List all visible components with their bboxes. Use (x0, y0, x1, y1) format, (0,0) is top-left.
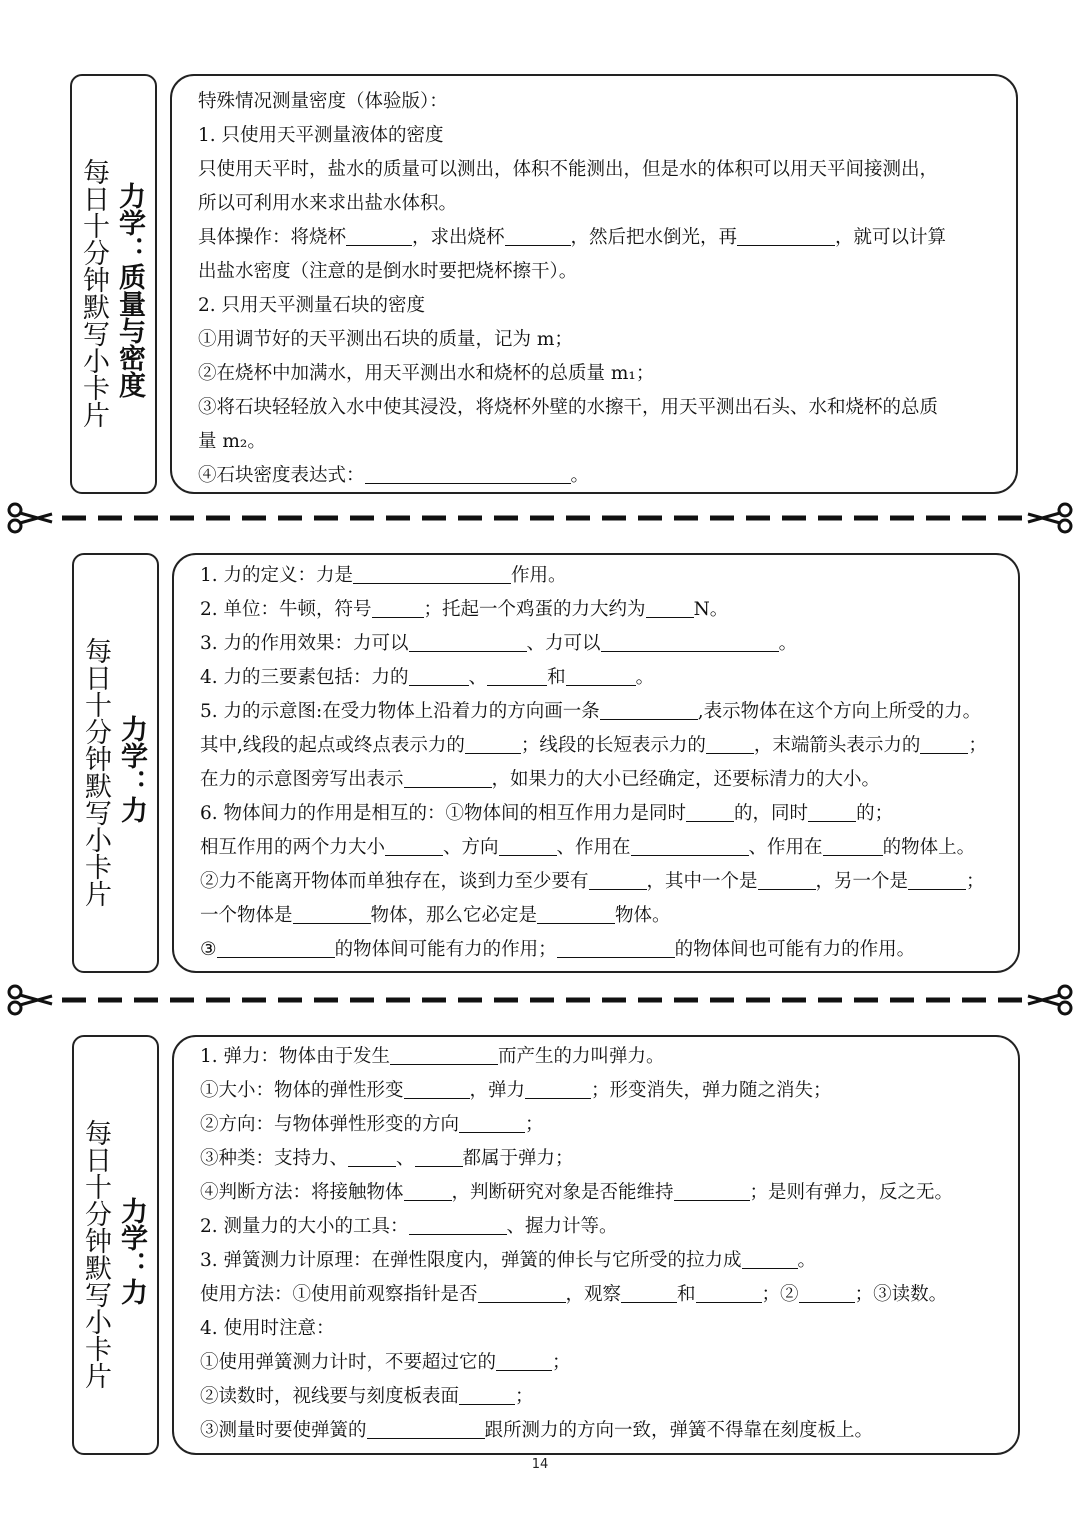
card-line-text: 、作用在 (556, 837, 631, 858)
fill-in-blank[interactable] (601, 629, 779, 652)
card-line-text: ③种类：支持力、 (200, 1148, 349, 1169)
fill-in-blank[interactable] (920, 731, 968, 754)
card-line-text: 和 (547, 667, 566, 688)
fill-in-blank[interactable] (537, 901, 615, 924)
fill-in-blank[interactable] (409, 629, 527, 652)
fill-in-blank[interactable] (409, 1212, 507, 1235)
card-content-box (170, 74, 1018, 494)
card-line-text: 5. 力的示意图:在受力物体上沿着力的方向画一条 (200, 701, 600, 722)
card-line (200, 1380, 1000, 1414)
card-line (200, 1142, 1000, 1176)
card-line-text: ； (552, 1352, 571, 1373)
card-line-text: ；形变消失，弹力随之消失； (591, 1080, 832, 1101)
fill-in-blank[interactable] (293, 901, 371, 924)
fill-in-blank[interactable] (621, 1280, 677, 1303)
card-content-box (172, 1035, 1020, 1455)
card-line-text: 的物体间也可能有力的作用。 (674, 939, 916, 960)
fill-in-blank[interactable] (404, 1076, 470, 1099)
card-line (198, 459, 998, 493)
card-line-text: ；线段的长短表示力的 (520, 735, 706, 756)
card-line (200, 865, 1000, 899)
card-line-text: ，弹力 (469, 1080, 526, 1101)
card-line-text: 。 (778, 633, 798, 654)
card-line-text: ； (515, 1386, 534, 1407)
card-line-text: ，其中一个是 (646, 871, 758, 892)
fill-in-blank[interactable] (409, 663, 469, 686)
card-line (200, 1210, 1000, 1244)
card-line-text: ③ (200, 939, 217, 960)
fill-in-blank[interactable] (346, 223, 412, 246)
fill-in-blank[interactable] (367, 1416, 485, 1439)
card-line: 只使用天平时，盐水的质量可以测出，体积不能测出，但是水的体积可以用天平间接测出， (198, 159, 939, 180)
card-line-text: 的物体上。 (882, 837, 976, 858)
card-line-text: 。 (635, 667, 655, 688)
card-line-text: ，然后把水倒光，再 (570, 227, 738, 248)
card-line-text: 一个物体是 (200, 905, 293, 926)
card-title: 力学：力 (116, 715, 147, 823)
fill-in-blank[interactable] (487, 663, 547, 686)
scissors-icon (1028, 504, 1071, 532)
card-line-text: 的物体间可能有力的作用； (334, 939, 557, 960)
card-line (200, 559, 1000, 593)
card-line-text: ②方向：与物体弹性形变的方向 (200, 1114, 460, 1135)
card-side-label: 每日十分钟默写小卡片 (80, 1119, 111, 1389)
scissors-icon (9, 986, 52, 1014)
card-line-text: ； (525, 1114, 544, 1135)
card-line: ①用调节好的天平测出石块的质量，记为 m； (198, 329, 573, 350)
fill-in-blank[interactable] (674, 1178, 750, 1201)
card-line-text: ，如果力的大小已经确定，还要标清力的大小。 (491, 769, 881, 790)
card-line-text: ；② (761, 1284, 799, 1305)
card-line: 4. 使用时注意： (200, 1318, 335, 1339)
page-number: 14 (531, 1457, 549, 1472)
card-line: 1. 只使用天平测量液体的密度 (198, 125, 444, 146)
card-line-text: 具体操作：将烧杯 (198, 227, 347, 248)
card-line-text: 都属于弹力； (462, 1148, 574, 1169)
card-line (200, 1278, 1000, 1312)
card-line (200, 763, 1000, 797)
card-line: ③将石块轻轻放入水中使其浸没，将烧杯外壁的水擦干，用天平测出石头、水和烧杯的总质 (198, 397, 939, 418)
card-line-text: N。 (693, 599, 729, 620)
fill-in-blank[interactable] (737, 223, 835, 246)
card-line-text: 、作用在 (748, 837, 823, 858)
card-line-text: 其中,线段的起点或终点表示力的 (200, 735, 465, 756)
card-line-text: 2. 单位：牛顿，符号 (200, 599, 372, 620)
fill-in-blank[interactable] (348, 1144, 396, 1167)
card-line: ②在烧杯中加满水，用天平测出水和烧杯的总质量 m₁； (198, 363, 655, 384)
card-line-text: 相互作用的两个力大小 (200, 837, 386, 858)
card-title: 力学：力 (116, 1197, 147, 1305)
card-line-text: ；③读数。 (854, 1284, 948, 1305)
fill-in-blank[interactable] (385, 833, 443, 856)
fill-in-blank[interactable] (505, 223, 571, 246)
fill-in-blank[interactable] (589, 867, 647, 890)
card-line-text: 。 (797, 1250, 817, 1271)
fill-in-blank[interactable] (404, 765, 492, 788)
card-line-text: ，末端箭头表示力的 (753, 735, 921, 756)
card-side-label-box (72, 553, 159, 973)
card-line-text: 2. 测量力的大小的工具： (200, 1216, 409, 1237)
cut-line (0, 980, 1080, 1020)
card-line-text: 1. 弹力：物体由于发生 (200, 1046, 391, 1067)
card-title: 力学：质量与密度 (114, 182, 145, 398)
card-line-text: 、握力计等。 (506, 1216, 618, 1237)
card-line: 所以可利用水来求出盐水体积。 (198, 193, 458, 214)
card-line-text: 在力的示意图旁写出表示 (200, 769, 404, 790)
card-side-label-box (72, 1035, 159, 1455)
card-line-text: ,表示物体在这个方向上所受的力。 (697, 701, 982, 722)
card-line-text: 使用方法：①使用前观察指针是否 (200, 1284, 478, 1305)
card-line-text: ①使用弹簧测力计时，不要超过它的 (200, 1352, 497, 1373)
card-side-label: 每日十分钟默写小卡片 (80, 637, 111, 907)
card-line (200, 1414, 1000, 1448)
card-line-text: ；托起一个鸡蛋的力大约为 (423, 599, 646, 620)
fill-in-blank[interactable] (823, 833, 883, 856)
fill-in-blank[interactable] (758, 867, 816, 890)
card-line-text: 。 (570, 465, 590, 486)
card-line (200, 593, 1000, 627)
card-line-text: 、 (468, 667, 488, 688)
card-line-text: 的，同时 (734, 803, 809, 824)
fill-in-blank[interactable] (600, 697, 698, 720)
card-line-text: ，观察 (565, 1284, 622, 1305)
card-content-box (172, 553, 1020, 973)
card-line-text: ②力不能离开物体而单独存在，谈到力至少要有 (200, 871, 589, 892)
card-line: 2. 只用天平测量石块的密度 (198, 295, 426, 316)
card-line-text: ； (966, 871, 985, 892)
card-line (200, 729, 1000, 763)
fill-in-blank[interactable] (646, 595, 694, 618)
fill-in-blank[interactable] (706, 731, 754, 754)
fill-in-blank[interactable] (808, 799, 856, 822)
scissors-icon (1028, 986, 1071, 1014)
card-line-text: ②读数时，视线要与刻度板表面 (200, 1386, 460, 1407)
card-line-text: 、方向 (443, 837, 499, 858)
fill-in-blank[interactable] (478, 1280, 566, 1303)
fill-in-blank[interactable] (390, 1042, 498, 1065)
fill-in-blank[interactable] (499, 833, 557, 856)
card-line-text: ，求出烧杯 (412, 227, 505, 248)
card-line-text: 1. 力的定义：力是 (200, 565, 354, 586)
card-line (200, 831, 1000, 865)
card-line-text: ；是则有弹力，反之无。 (749, 1182, 954, 1203)
cut-line (0, 498, 1080, 538)
fill-in-blank[interactable] (557, 935, 675, 958)
card-line: 出盐水密度（注意的是倒水时要把烧杯擦干）。 (198, 261, 578, 282)
card-line (198, 221, 998, 255)
card-line (200, 1176, 1000, 1210)
fill-in-blank[interactable] (525, 1076, 591, 1099)
card-line-text: ③测量时要使弹簧的 (200, 1420, 367, 1441)
fill-in-blank[interactable] (365, 461, 571, 484)
card-line-text: ，判断研究对象是否能维持 (451, 1182, 674, 1203)
card-line-text: 作用。 (511, 565, 567, 586)
card-line (200, 1244, 1000, 1278)
card-line-text: ，另一个是 (815, 871, 909, 892)
card-line-text: ，就可以计算 (835, 227, 947, 248)
card-side-label: 每日十分钟默写小卡片 (78, 158, 109, 428)
card-line-text: ④判断方法：将接触物体 (200, 1182, 404, 1203)
fill-in-blank[interactable] (415, 1144, 463, 1167)
card-line (200, 1040, 1000, 1074)
card-line-text: ④石块密度表达式： (198, 465, 365, 486)
fill-in-blank[interactable] (686, 799, 734, 822)
card-side-label-box (70, 74, 157, 494)
card-line (200, 899, 1000, 933)
card-line (200, 1108, 1000, 1142)
card-line (200, 627, 1000, 661)
card-line: 量 m₂。 (198, 431, 266, 452)
fill-in-blank[interactable] (459, 1382, 515, 1405)
card-line-text: 的； (856, 803, 894, 824)
fill-in-blank[interactable] (372, 595, 424, 618)
card-line-text: 4. 力的三要素包括：力的 (200, 667, 409, 688)
fill-in-blank[interactable] (631, 833, 749, 856)
card-line-text: 、力可以 (526, 633, 601, 654)
card-line-text: 物体，那么它必定是 (370, 905, 538, 926)
fill-in-blank[interactable] (742, 1246, 798, 1269)
card-line-text: 3. 弹簧测力计原理：在弹性限度内，弹簧的伸长与它所受的拉力成 (200, 1250, 742, 1271)
fill-in-blank[interactable] (908, 867, 966, 890)
card-line-text: ①大小：物体的弹性形变 (200, 1080, 404, 1101)
card-line-text: 而产生的力叫弹力。 (498, 1046, 665, 1067)
fill-in-blank[interactable] (696, 1280, 762, 1303)
card-line (200, 933, 1000, 967)
card-line: 特殊情况测量密度（体验版）： (198, 91, 448, 112)
scissors-icon (9, 504, 52, 532)
fill-in-blank[interactable] (799, 1280, 855, 1303)
card-line (200, 797, 1000, 831)
card-line-text: 和 (677, 1284, 696, 1305)
card-line (200, 661, 1000, 695)
card-line (200, 1074, 1000, 1108)
fill-in-blank[interactable] (404, 1178, 452, 1201)
card-line-text: 3. 力的作用效果：力可以 (200, 633, 409, 654)
card-line-text: 6. 物体间力的作用是相互的：①物体间的相互作用力是同时 (200, 803, 687, 824)
fill-in-blank[interactable] (566, 663, 636, 686)
card-line-text: ； (968, 735, 987, 756)
card-line (200, 695, 1000, 729)
card-line-text: 跟所测力的方向一致，弹簧不得靠在刻度板上。 (484, 1420, 874, 1441)
fill-in-blank[interactable] (353, 561, 511, 584)
card-line-text: 物体。 (615, 905, 671, 926)
card-line-text: 、 (396, 1148, 415, 1169)
fill-in-blank[interactable] (465, 731, 521, 754)
fill-in-blank[interactable] (217, 935, 335, 958)
card-line (200, 1346, 1000, 1380)
fill-in-blank[interactable] (496, 1348, 552, 1371)
fill-in-blank[interactable] (459, 1110, 525, 1133)
